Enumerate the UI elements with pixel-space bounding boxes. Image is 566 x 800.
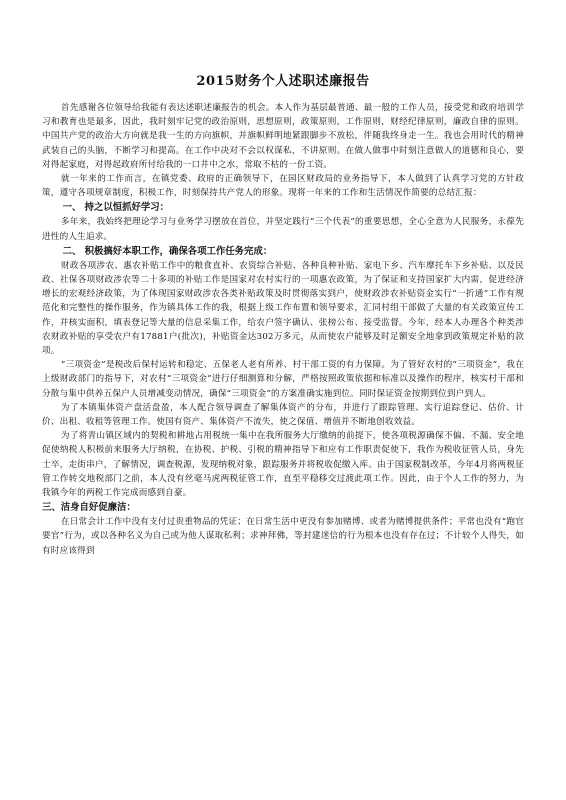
summary-paragraph: 就一年来的工作而言，在镇党委、政府的正确领导下，在园区财政局的业务指导下，本人做到了认真学习党的方针政策，遵守各项规章制度，积极工作，时刻保持共产党人的形象。现将一年来的工作和生活情况作简要的总结汇报： <box>42 174 524 199</box>
integrity-paragraph: 在日常会计工作中没有支付过贵重物品的凭证；在日常生活中更没有参加赌博、或者为赌博提供条件；平常也没有“跑官要官”行为，或以各种名义为自己或为他人谋取私利；求神拜佛，等封建迷信的行为根本也没有存在过；不计较个人得失，如有时应该得到 <box>42 517 524 556</box>
three-funds-paragraph: “三项资金”是税改后保村运转和稳定、五保老人老有所养、村干部工资的有力保障。为了管好农村的“三项资金”，我在上级财政部门的指导下，对农村“三项资金”进行仔细测算和分解，严格按照政策依据和标准以及操作的程序，核实村干部和分散与集中供养五保户人员增减变动情况，确保“三项资金”的方案准确实施到位。同时保证资金按期到位到户到人。 <box>42 360 524 399</box>
section-heading-integrity: 三、洁身自好促廉洁： <box>42 502 136 514</box>
section-heading-work: 二、 积极搞好本职工作，确保各项工作任务完成： <box>62 245 273 257</box>
tax-paragraph: 为了将青山镇区域内的契税和耕地占用税统一集中在我所服务大厅缴纳的前提下，使各项税源确保不偏、不漏、安全地促使纳税人积极前来服务大厅纳税，在协税、护税、引税的精神指导下和应有工作职责促使下，我作为税收征管人员，身先士卒，走街串户，了解情况，调查税源，发现纳税对象，跟踪服务并将税收促缴入库。由于国家税制改革，今年4月将两税征管工作转交地税部门之前，本人没有丝毫马虎两税征管工作，直至平稳移交过渡此项工作。因此，由于个人工作的努力，为我镇今年的两税工作完成而感到自豪。 <box>42 431 524 499</box>
intro-paragraph: 首先感谢各位领导给我能有表达述职述廉报告的机会。本人作为基层最普通、最一般的工作人员，接受党和政府培训学习和教育也是最多，因此，我时刻牢记党的政治原则，思想原则，政策原则，工作原则，财经纪律原则，廉政自律的原则。中国共产党的政治大方向就是我一生的方向旗帜，并旗帜鲜明地紧跟脚步不放松，伴随我终身走一生。我也会用时代的精神武装自己的头脑，不断学习和提高。在工作中决对不会以权谋私，不讲原则。在做人做事中时刻注意做人的道德和良心，要对得起家庭，对得起政府所付给我的一口井中之水，常取不枯的一份工资。 <box>42 103 524 170</box>
assets-paragraph: 为了本镇集体资产盘活盘盈，本人配合领导调查了解集体资产的分布，并进行了跟踪管理、实行追踪登记、估价、计价、出租、收租等管理工作。使国有资产、集体资产不流失，使之保值、增值并不断地创收效益。 <box>42 402 524 428</box>
section-heading-study: 一、 持之以恒抓好学习： <box>62 202 170 214</box>
document-title: 2015财务个人述职述廉报告 <box>196 74 370 89</box>
subsidy-paragraph: 财政各项涉农、惠农补贴工作中的粮食直补、农资综合补贴、各种良种补贴、家电下乡、汽车摩托车下乡补贴、以及民政、社保各项财政涉农等二十多项的补贴工作是国家对农村实行的一项惠农政策，为了保证和支持国家扩大内需，促进经济增长的宏观经济政策，为了体现国家财政涉农各类补贴政策及时贯彻落实到户，使财政涉农补贴资金实行“一折通”工作有规范化和完整性的操作服务，作为镇具体工作的我，根据上级工作布置和领导要求，汇同村组干部做了大量的有关政策宣传工作，并核实面积，填表登记等大量的信息采集工作，给农户签字确认、张榜公布、接受监督。今年，经本人办理各个种类涉农财政补贴的享受农户有17881户(批次)，补贴资金达302万多元，从而使农户能够及时足额安全地拿到政策规定补贴的款项。 <box>42 260 524 357</box>
study-paragraph: 多年来，我始终把理论学习与业务学习摆放在首位，并坚定践行“三个代表”的重要思想，全心全意为人民服务，永葆先进性的人生追求。 <box>42 217 524 242</box>
